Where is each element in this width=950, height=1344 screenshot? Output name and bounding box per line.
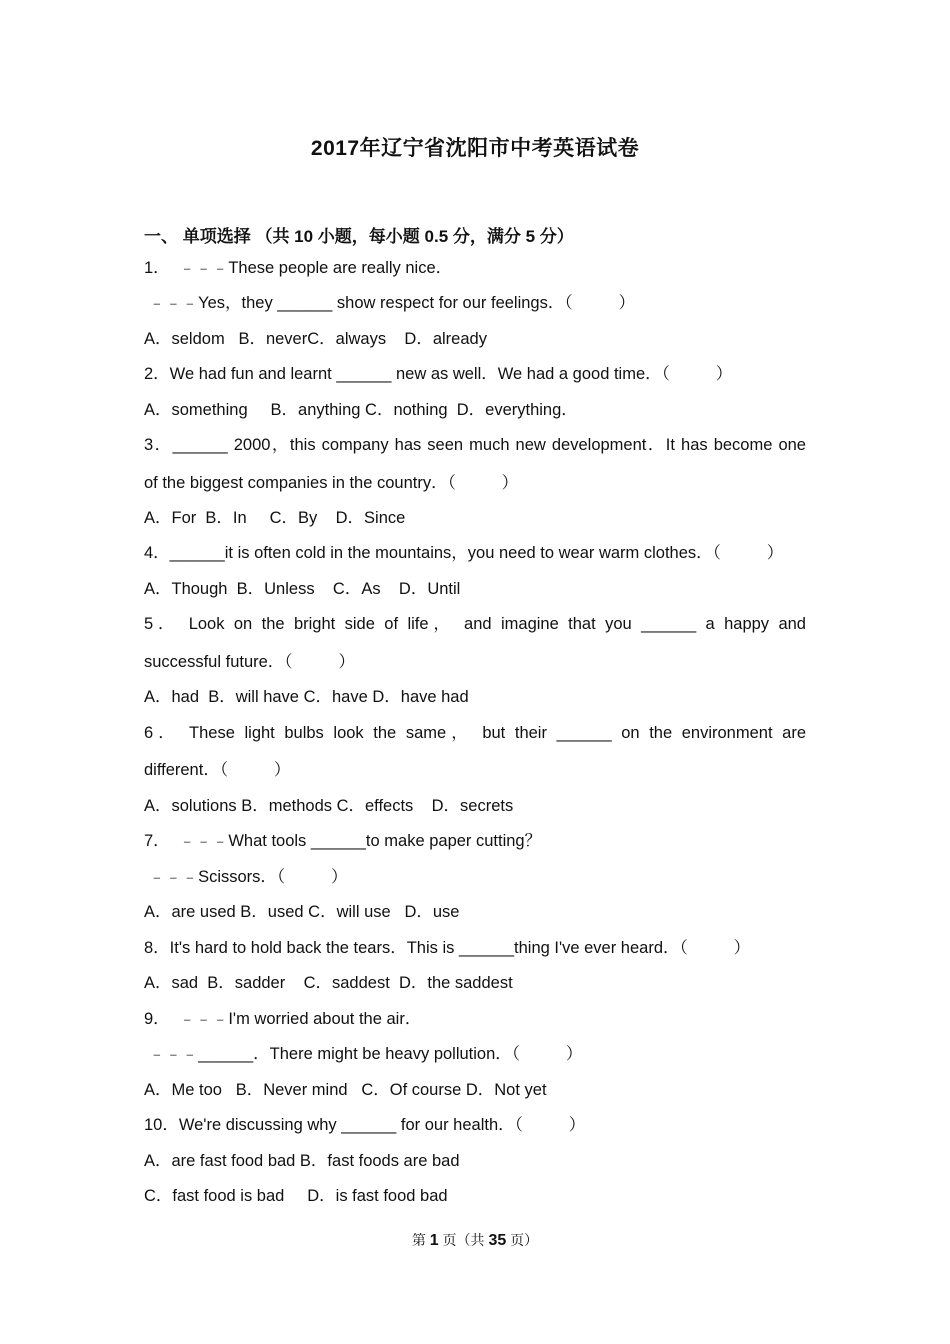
text-line: different．（ ） <box>144 761 291 779</box>
text-line: A．sad B．sadder C．saddest D．the saddest <box>144 974 513 992</box>
footer-prefix: 第 <box>411 1232 430 1248</box>
text-line: 7． ﹣﹣﹣What tools ______to make paper cutting？ <box>144 832 542 850</box>
section-heading: 一、 单项选择 （共 10 小题，每小题 0.5 分，满分 5 分） <box>144 227 574 246</box>
page-footer <box>0 1230 950 1250</box>
text-line: C．fast food is bad D．is fast food bad <box>144 1187 448 1205</box>
footer-suffix: 页） <box>506 1232 539 1248</box>
text-line: A．something B．anything C．nothing D．everything． <box>144 401 578 419</box>
text-line: A．Me too B．Never mind C．Of course D．Not yet <box>144 1081 547 1099</box>
text-line: A．For B．In C．By D．Since <box>144 509 406 527</box>
text-line: A．are used B．used C．will use D．use <box>144 903 460 921</box>
footer-middle: 页（共 <box>438 1232 489 1248</box>
text-line: 3．______ 2000，this company has seen much new development．It has become one <box>144 436 806 454</box>
text-line: 2．We had fun and learnt ______ new as well．We had a good time．（ ） <box>144 365 733 383</box>
text-line: A．seldom B．neverC．always D．already <box>144 330 487 348</box>
text-line: 8．It's hard to hold back the tears．This is ______thing I've ever heard．（ ） <box>144 939 751 957</box>
text-line: A．had B．will have C．have D．have had <box>144 688 469 706</box>
text-line: A．are fast food bad B．fast foods are bad <box>144 1152 460 1170</box>
text-line: A．solutions B．methods C．effects D．secrets <box>144 797 514 815</box>
text-line: successful future．（ ） <box>144 653 355 671</box>
text-line: 10．We're discussing why ______ for our health．（ ） <box>144 1116 586 1134</box>
text-line: 1． ﹣﹣﹣These people are really nice． <box>144 259 453 277</box>
text-line: of the biggest companies in the country．（ ） <box>144 474 519 492</box>
text-line: 6． These light bulbs look the same， but their ______ on the environment are <box>144 724 806 742</box>
text-line: 5． Look on the bright side of life， and imagine that you ______ a happy and <box>144 615 806 633</box>
total-page-count: 35 <box>488 1232 507 1249</box>
text-line: ﹣﹣﹣Yes，they ______ show respect for our feelings．（ ） <box>144 294 635 312</box>
current-page-number: 1 <box>429 1232 439 1249</box>
text-line: 9． ﹣﹣﹣I'm worried about the air． <box>144 1010 422 1028</box>
text-line: A．Though B．Unless C．As D．Until <box>144 580 461 598</box>
text-line: ﹣﹣﹣Scissors．（ ） <box>144 868 348 886</box>
page-title: 2017年辽宁省沈阳市中考英语试卷 <box>310 137 640 160</box>
text-line: ﹣﹣﹣______．There might be heavy pollution．（ ） <box>144 1045 583 1063</box>
text-line: 4．______it is often cold in the mountains，you need to wear warm clothes．（ ） <box>144 544 784 562</box>
